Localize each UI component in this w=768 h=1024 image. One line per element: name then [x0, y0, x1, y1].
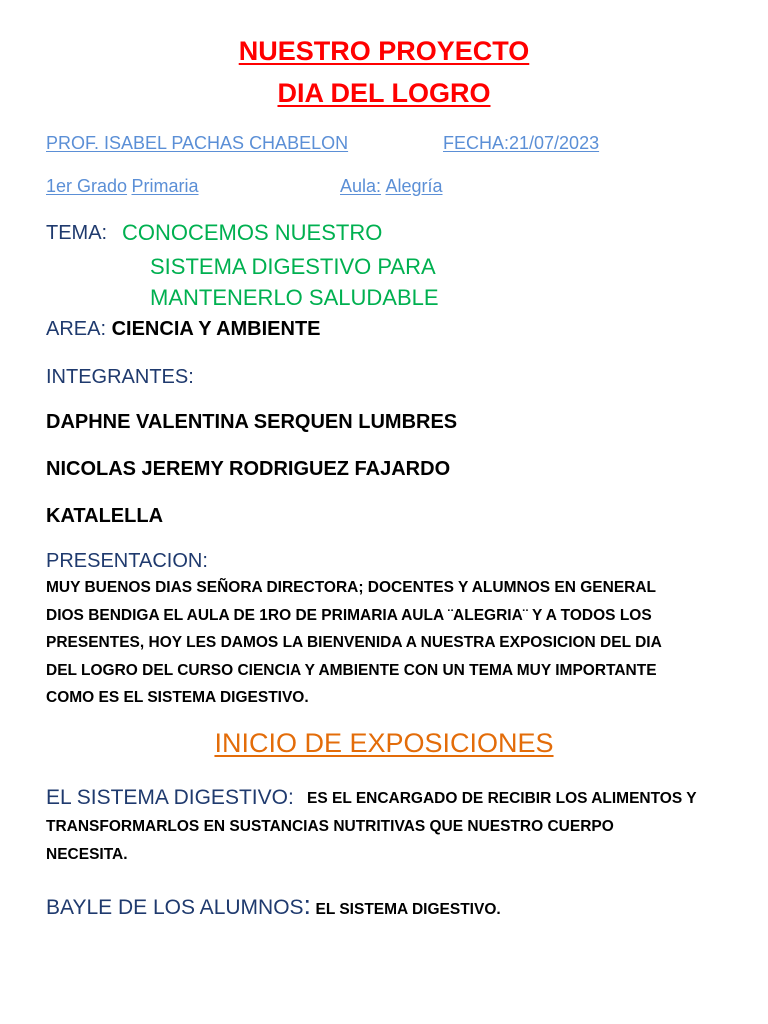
- member-name: KATALELLA: [46, 505, 164, 527]
- presentation-line: DIOS BENDIGA EL AULA DE 1RO DE PRIMARIA AULA ¨ALEGRIA¨ Y A TODOS LOS: [46, 606, 652, 624]
- classroom-row: [340, 176, 443, 197]
- section-label: EL SISTEMA DIGESTIVO:: [46, 786, 294, 809]
- dance-text: EL SISTEMA DIGESTIVO.: [315, 901, 501, 918]
- members-label: INTEGRANTES:: [46, 366, 194, 388]
- section-text-line-3: NECESITA.: [46, 846, 128, 863]
- presentation-text: [46, 574, 746, 712]
- level: Primaria: [131, 176, 199, 196]
- presentation-line: PRESENTES, HOY LES DAMOS LA BIENVENIDA A NUESTRA EXPOSICION DEL DIA: [46, 634, 662, 651]
- topic-line-2: SISTEMA DIGESTIVO PARA: [150, 254, 436, 279]
- area-row: [46, 318, 321, 341]
- area-label: AREA:: [46, 318, 107, 340]
- grade: 1er Grado: [46, 176, 128, 196]
- member-name: NICOLAS JEREMY RODRIGUEZ FAJARDO: [46, 458, 451, 480]
- classroom-name: Alegría: [385, 176, 443, 196]
- grade-row: [46, 176, 199, 197]
- exposition-title: INICIO DE EXPOSICIONES: [214, 728, 554, 758]
- title-line-2: DIA DEL LOGRO: [277, 78, 491, 108]
- dance-colon: :: [303, 890, 312, 920]
- topic-line-3: MANTENERLO SALUDABLE: [150, 285, 439, 310]
- member-name: DAPHNE VALENTINA SERQUEN LUMBRES: [46, 411, 458, 433]
- presentation-label: PRESENTACION:: [46, 550, 208, 572]
- section-text-line-1: ES EL ENCARGADO DE RECIBIR LOS ALIMENTOS Y: [307, 790, 697, 807]
- presentation-line: MUY BUENOS DIAS SEÑORA DIRECTORA; DOCENTES Y ALUMNOS EN GENERAL: [46, 579, 657, 596]
- topic-line-1: CONOCEMOS NUESTRO: [122, 220, 383, 245]
- presentation-line: DEL LOGRO DEL CURSO CIENCIA Y AMBIENTE CON UN TEMA MUY IMPORTANTE: [46, 661, 657, 679]
- topic-label: TEMA:: [46, 222, 108, 244]
- title-line-1: NUESTRO PROYECTO: [238, 36, 530, 66]
- presentation-line: COMO ES EL SISTEMA DIGESTIVO.: [46, 689, 309, 706]
- area-value: CIENCIA Y AMBIENTE: [111, 318, 321, 340]
- classroom-label: Aula:: [340, 176, 382, 196]
- teacher-name: PROF. ISABEL PACHAS CHABELON: [46, 133, 349, 153]
- dance-row: [46, 890, 501, 921]
- date: FECHA:21/07/2023: [443, 133, 600, 153]
- section-text-line-2: TRANSFORMARLOS EN SUSTANCIAS NUTRITIVAS QUE NUESTRO CUERPO: [46, 818, 614, 835]
- dance-label: BAYLE DE LOS ALUMNOS: [46, 896, 304, 919]
